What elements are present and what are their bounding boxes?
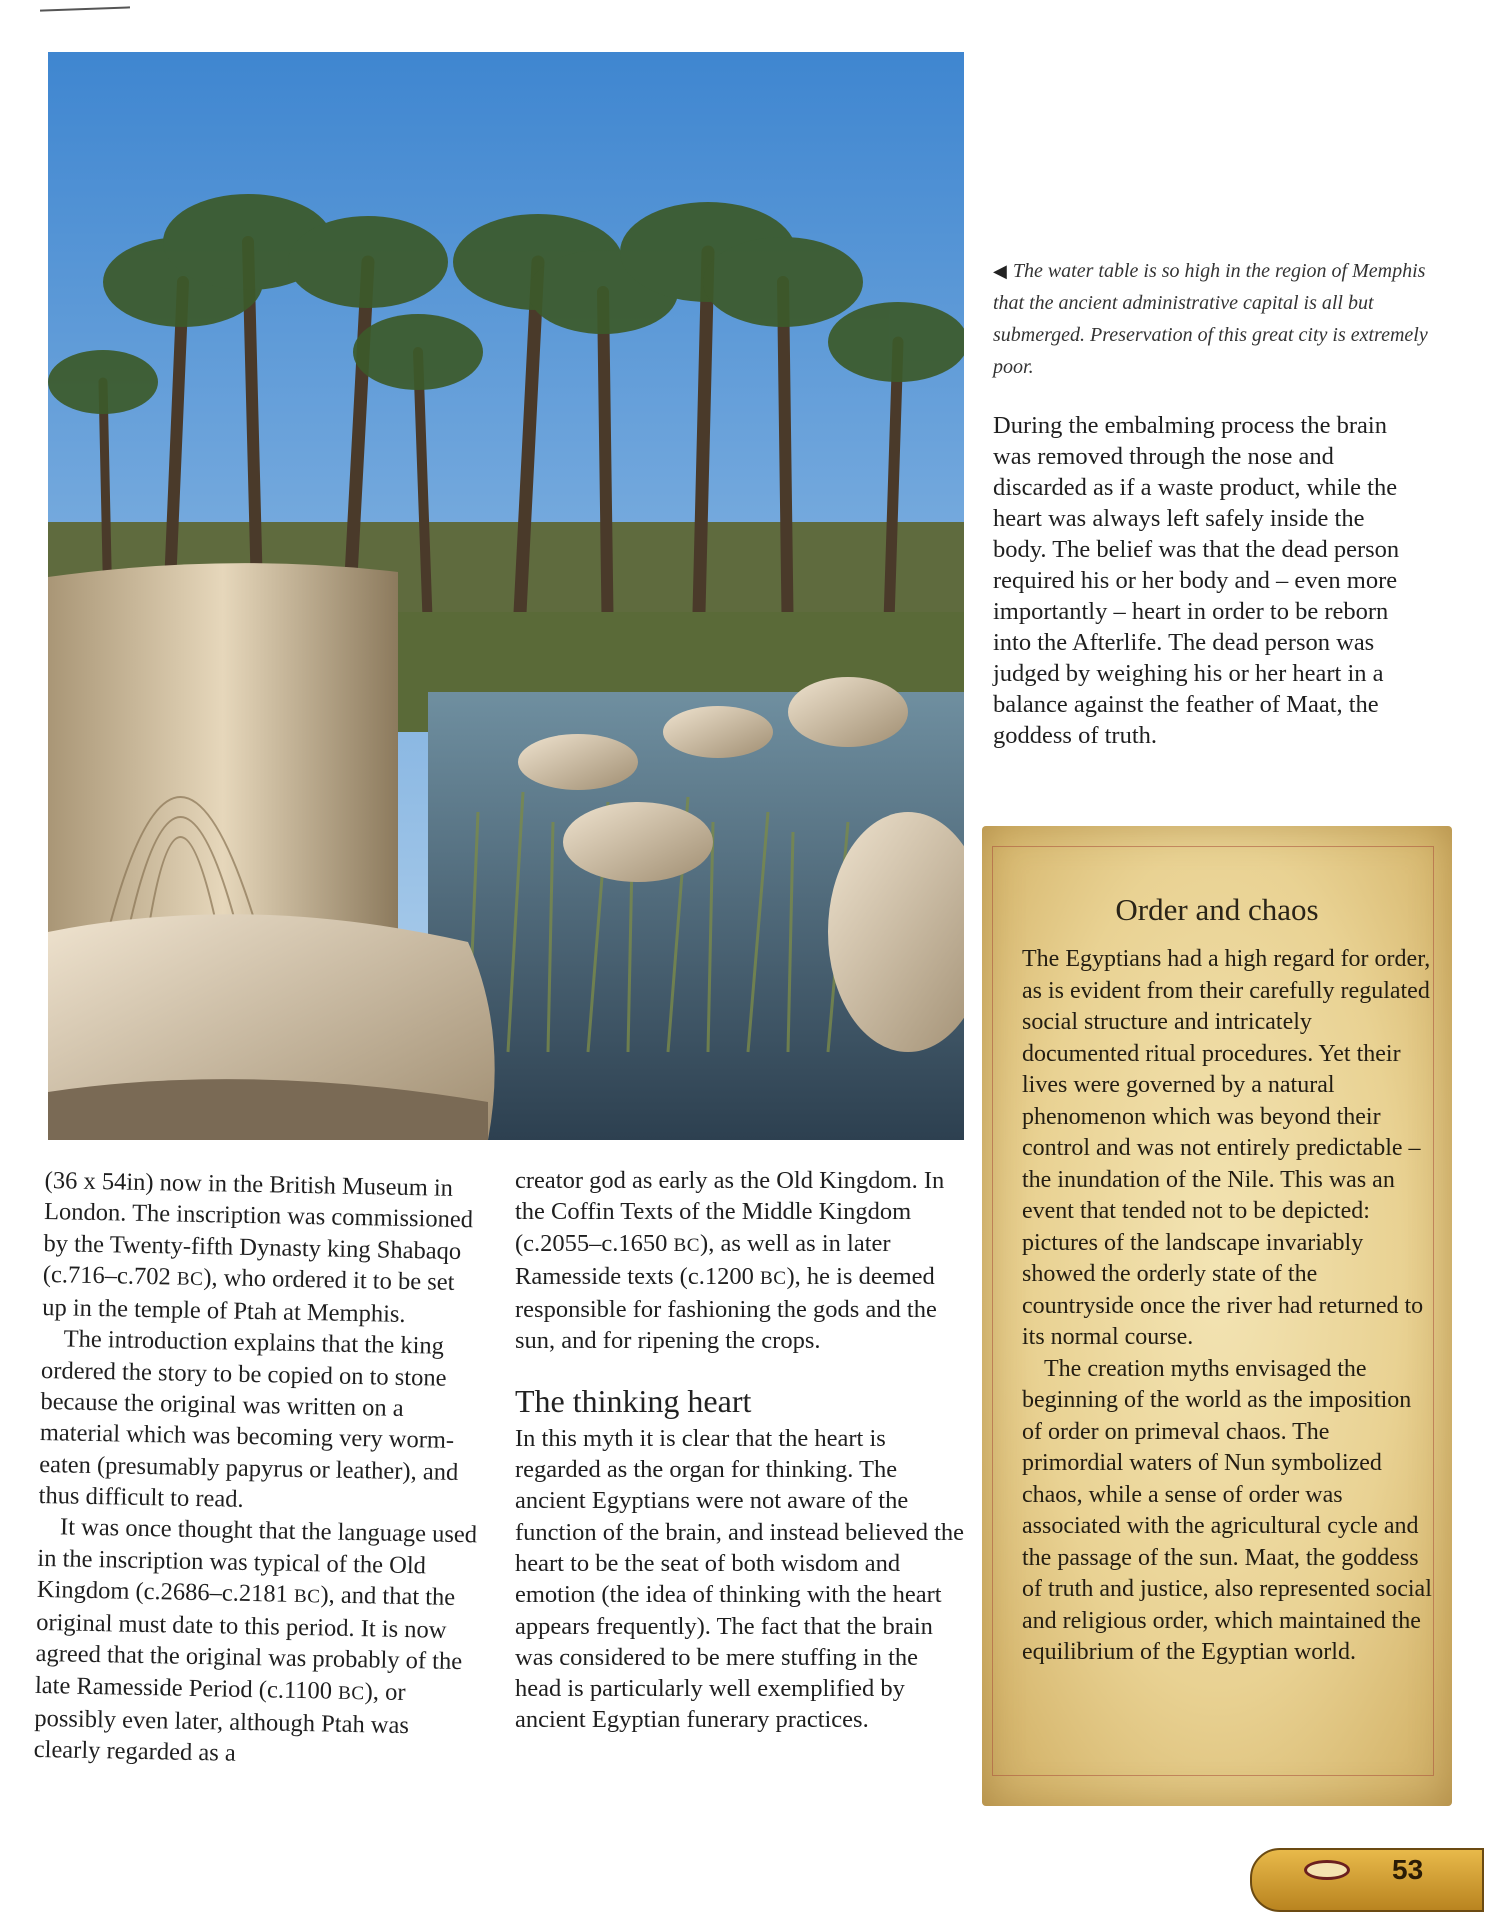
photo-caption <box>993 255 1428 383</box>
col1-paragraph-1: (36 x 54in) now in the British Museum in London. The inscription was commissioned by the Twenty-fifth Dynasty king Shabaqo (c.716–c.702 BC), who ordered it to be set up in the temple of Ptah at Memphis. <box>42 1166 474 1329</box>
thinking-heart-heading: The thinking heart <box>515 1382 752 1419</box>
col1-paragraph-2: The introduction explains that the king ordered the story to be copied on to stone because the original was written on a material which was becoming very worm-eaten (presumably papyrus or leather), and thus difficult to read. <box>38 1325 459 1513</box>
right-column <box>993 410 1413 751</box>
page-number-tab <box>1250 1848 1484 1912</box>
caption-text: The water table is so high in the region of Memphis that the ancient administrative capital is all but submerged. Preservation of this great city is extremely poor. <box>993 260 1428 378</box>
eye-of-horus-icon <box>1304 1860 1350 1880</box>
text-column-2 <box>515 1165 965 1736</box>
box-paragraph-2: The creation myths envisaged the beginning of the world as the imposition of order on primeval chaos. The primordial waters of Nun symbolized chaos, while a sense of order was associated with the agricultural cycle and the passage of the sun. Maat, the goddess of truth and justice, also represented social and religious order, which maintained the equilibrium of the Egyptian world. <box>1022 1355 1432 1665</box>
col2-paragraph-2: In this myth it is clear that the heart is regarded as the organ for thinking. The ancient Egyptians were not aware of the function of the brain, and instead believed the heart to be the seat of both wisdom and emotion (the idea of thinking with the heart appears frequently). The fact that the brain was considered to be mere stuffing in the head is particularly well exemplified by ancient Egyptian funerary practices. <box>515 1424 965 1734</box>
memphis-photo <box>48 52 964 1140</box>
order-and-chaos-box <box>982 826 1452 1806</box>
col2-paragraph-1: creator god as early as the Old Kingdom. In the Coffin Texts of the Middle Kingdom (c.2055–c.1650 BC), as well as in later Ramesside texts (c.1200 BC), he is deemed responsible for fashioning the gods and the sun, and for ripening the crops. <box>515 1167 945 1355</box>
box-body <box>1022 944 1432 1669</box>
box-title: Order and chaos <box>1115 892 1319 927</box>
caption-arrow-icon: ◀ <box>993 261 1007 281</box>
box-paragraph-1: The Egyptians had a high regard for order, as is evident from their carefully regulated social structure and intricately documented ritual procedures. Yet their lives were governed by a natural phenomenon which was beyond their control and was not entirely predictable – the inundation of the Nile. This was an event that tended not to be depicted: pictures of the landscape invariably showed the orderly state of the countryside once the river had returned to its normal course. <box>1022 946 1431 1350</box>
page-number: 53 <box>1392 1854 1424 1885</box>
text-column-1 <box>33 1165 484 1774</box>
top-rule <box>40 6 130 11</box>
embalming-paragraph: During the embalming process the brain was removed through the nose and discarded as if a waste product, while the heart was always left safely inside the body. The belief was that the dead person required his or her body and – even more importantly – heart in order to be reborn into the Afterlife. The dead person was judged by weighing his or her heart in a balance against the feather of Maat, the goddess of truth. <box>993 412 1400 749</box>
col1-paragraph-3: It was once thought that the language used in the inscription was typical of the Old Kingdom (c.2686–c.2181 BC), and that the original must date to this period. It is now agreed that the original was probably of the late Ramesside Period (c.1100 BC), or possibly even later, although Ptah was clearly regarded as a <box>33 1513 478 1768</box>
